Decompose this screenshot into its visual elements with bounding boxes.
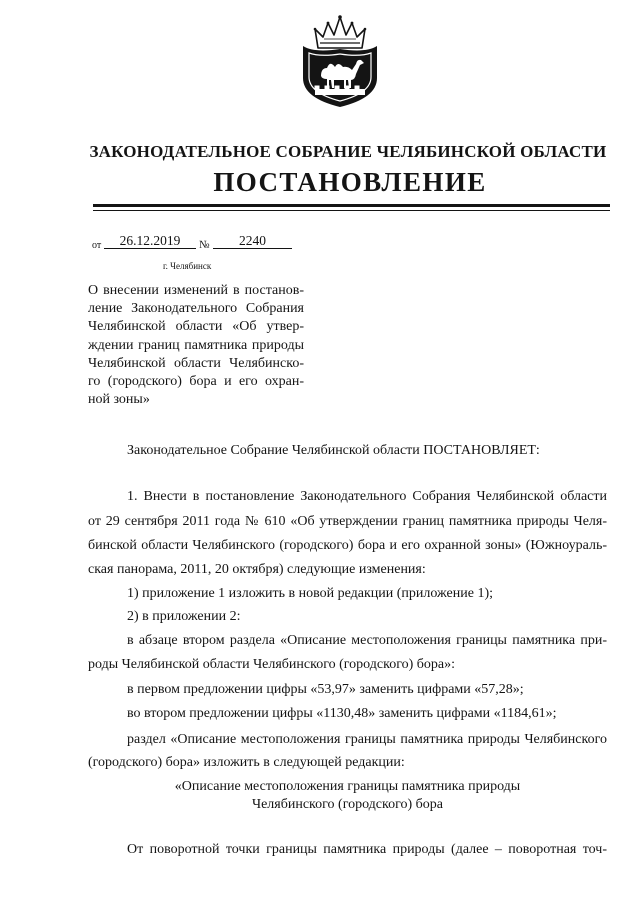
body-line: 2) в приложении 2: (127, 609, 241, 624)
date-prefix: от (92, 240, 102, 251)
body-line: бинской области Челябинского (городского) бора и его охранной зоны» (Южноураль- (88, 538, 607, 553)
title-line: ждении границ памятника природы (88, 338, 304, 353)
organization-title: ЗАКОНОДАТЕЛЬНОЕ СОБРАНИЕ ЧЕЛЯБИНСКОЙ ОБЛАСТИ (89, 142, 607, 161)
document-date: 26.12.2019 (104, 233, 196, 249)
title-line: го (городского) бора и его охран- (88, 374, 304, 389)
preamble: Законодательное Собрание Челябинской области ПОСТАНОВЛЯЕТ: (127, 443, 540, 458)
title-line: ление Законодательного Собрания (88, 301, 304, 316)
body-line: (городского) бора» изложить в следующей редакции: (88, 755, 405, 770)
title-line: ной зоны» (88, 392, 150, 407)
title-line: О внесении изменений в постанов- (88, 283, 304, 298)
document-type-title: ПОСТАНОВЛЕНИЕ (213, 167, 487, 197)
document-number: 2240 (213, 233, 292, 249)
body-line: роды Челябинской области Челябинского (городского) бора»: (88, 657, 455, 672)
header-rule-thick (93, 204, 610, 207)
body-line: в абзаце втором раздела «Описание местоположения границы памятника при- (127, 633, 607, 648)
quote-heading-line: «Описание местоположения границы памятника природы (174, 779, 521, 794)
body-line: от 29 сентября 2011 года № 610 «Об утверждении границ памятника природы Челя- (88, 514, 607, 529)
body-line: 1. Внести в постановление Законодательного Собрания Челябинской области (127, 489, 607, 504)
document-city: г. Челябинск (163, 261, 212, 271)
body-line: ская панорама, 2011, 20 октября) следующие изменения: (88, 562, 426, 577)
body-line: в первом предложении цифры «53,97» заменить цифрами «57,28»; (127, 682, 524, 697)
title-line: Челябинской области «Об утвер- (88, 319, 304, 334)
title-line: Челябинской области Челябинско- (88, 356, 304, 371)
header-rule-thin (93, 210, 610, 211)
body-line: От поворотной точки границы памятника природы (далее – поворотная точ- (127, 842, 607, 857)
body-line: раздел «Описание местоположения границы памятника природы Челябинского (127, 732, 607, 747)
body-line: во втором предложении цифры «1130,48» заменить цифрами «1184,61»; (127, 706, 557, 721)
body-line: 1) приложение 1 изложить в новой редакции (приложение 1); (127, 586, 494, 601)
coat-of-arms-icon (300, 12, 380, 108)
quote-heading-line: Челябинского (городского) бора (251, 797, 444, 812)
number-prefix: № (199, 239, 210, 251)
